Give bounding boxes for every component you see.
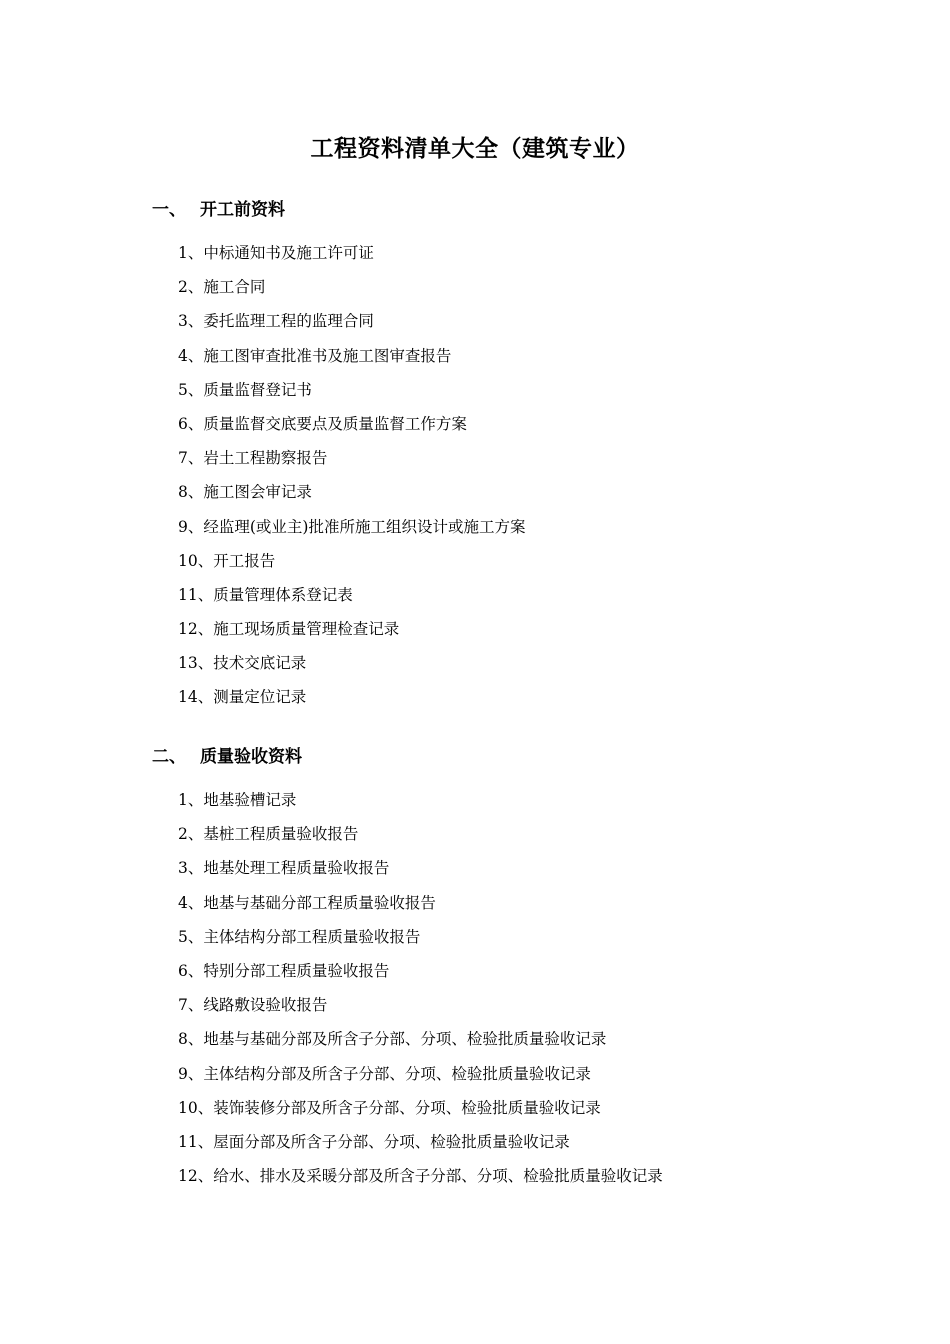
list-item: 5、主体结构分部工程质量验收报告 — [178, 927, 421, 946]
list-item: 6、特别分部工程质量验收报告 — [178, 961, 390, 980]
section-item-list — [178, 242, 525, 721]
list-item: 10、装饰装修分部及所含子分部、分项、检验批质量验收记录 — [178, 1098, 601, 1117]
section-heading — [152, 196, 285, 224]
section-item-list — [178, 789, 663, 1199]
list-item: 3、地基处理工程质量验收报告 — [178, 859, 390, 878]
list-item: 2、施工合同 — [178, 278, 266, 297]
list-item: 9、主体结构分部及所含子分部、分项、检验批质量验收记录 — [178, 1064, 591, 1083]
list-item: 7、线路敷设验收报告 — [178, 996, 328, 1015]
page-title: 工程资料清单大全（建筑专业） — [310, 135, 640, 162]
list-item: 11、质量管理体系登记表 — [178, 585, 353, 604]
list-item: 14、测量定位记录 — [178, 688, 307, 707]
list-item: 3、委托监理工程的监理合同 — [178, 312, 374, 331]
list-item: 7、岩土工程勘察报告 — [178, 449, 328, 468]
list-item: 4、地基与基础分部工程质量验收报告 — [178, 893, 436, 912]
section-number: 一、 — [152, 200, 186, 220]
list-item: 6、质量监督交底要点及质量监督工作方案 — [178, 414, 467, 433]
list-item: 12、给水、排水及采暖分部及所含子分部、分项、检验批质量验收记录 — [178, 1167, 663, 1186]
section-title: 质量验收资料 — [200, 747, 302, 767]
list-item: 5、质量监督登记书 — [178, 380, 312, 399]
section-number: 二、 — [152, 747, 186, 767]
list-item: 9、经监理(或业主)批准所施工组织设计或施工方案 — [178, 517, 526, 536]
list-item: 1、中标通知书及施工许可证 — [178, 244, 374, 262]
list-item: 13、技术交底记录 — [178, 654, 307, 673]
list-item: 11、屋面分部及所含子分部、分项、检验批质量验收记录 — [178, 1132, 570, 1151]
list-item: 4、施工图审查批准书及施工图审查报告 — [178, 346, 452, 365]
list-item: 12、施工现场质量管理检查记录 — [178, 620, 400, 639]
list-item: 1、地基验槽记录 — [178, 791, 297, 809]
list-item: 8、地基与基础分部及所含子分部、分项、检验批质量验收记录 — [178, 1030, 607, 1049]
list-item: 2、基桩工程质量验收报告 — [178, 825, 359, 844]
section-heading — [152, 743, 302, 771]
section-title: 开工前资料 — [200, 200, 285, 220]
list-item: 10、开工报告 — [178, 551, 276, 570]
list-item: 8、施工图会审记录 — [178, 483, 312, 502]
